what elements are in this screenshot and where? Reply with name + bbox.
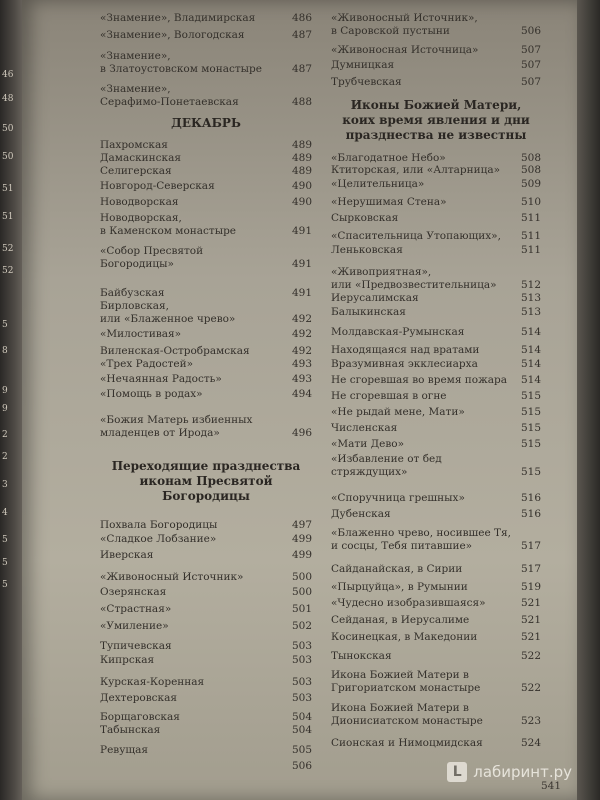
toc-entry-page-number: 521 — [520, 614, 541, 626]
toc-entry-page-number: 504 — [291, 711, 312, 723]
toc-entry-title: Сайданайская, в Сирии — [331, 563, 463, 575]
toc-entry-title: Не сгоревшая в огне — [331, 390, 447, 402]
toc-entry-page-number: 487 — [291, 29, 312, 41]
adjacent-page-number: 2 — [2, 452, 8, 462]
toc-entry — [100, 533, 312, 546]
adjacent-page-number: 5 — [2, 320, 8, 330]
toc-entry — [100, 620, 312, 633]
toc-entry-title: Сырковская — [331, 212, 399, 224]
adjacent-page-number: 48 — [2, 94, 14, 104]
toc-entry-title: «Живоприятная», или «Предвозвестительница» — [331, 266, 497, 291]
toc-entry-page-number: 499 — [291, 549, 312, 561]
toc-entry — [331, 374, 541, 387]
toc-entry-page-number: 489 — [291, 139, 312, 151]
toc-entry-title: Тупичевская — [100, 640, 172, 652]
toc-entry — [100, 388, 312, 401]
toc-entry-title: «Мати Дево» — [331, 438, 404, 450]
toc-entry-title: Иверская — [100, 549, 154, 561]
toc-entry-page-number: 501 — [291, 603, 312, 615]
page-number: 541 — [540, 780, 561, 792]
toc-entry-title: «Знамение», Вологодская — [100, 29, 245, 41]
toc-entry — [331, 438, 541, 451]
toc-entry — [100, 328, 312, 341]
adjacent-page-number: 51 — [2, 212, 14, 222]
toc-entry-page-number: 500 — [291, 586, 312, 598]
toc-entry-title: «Умиление» — [100, 620, 169, 632]
toc-entry-title: Ревущая — [100, 744, 149, 756]
toc-entry — [331, 669, 541, 695]
toc-entry — [331, 164, 541, 177]
watermark-text: лабиринт.ру — [473, 763, 572, 781]
toc-entry-title: Сейданая, в Иерусалиме — [331, 614, 470, 626]
toc-entry-title: «Божия Матерь избиенных младенцев от Ирода» — [100, 414, 253, 439]
toc-entry-title: «Нерушимая Стена» — [331, 196, 447, 208]
toc-entry — [100, 711, 312, 724]
toc-entry-title: «Трех Радостей» — [100, 358, 194, 370]
toc-entry — [331, 453, 541, 479]
toc-entry-page-number: 491 — [291, 258, 312, 270]
adjacent-page-number: 52 — [2, 244, 14, 254]
toc-entry-title: «Живоносная Источница» — [331, 44, 479, 56]
toc-entry — [331, 306, 541, 319]
toc-entry — [100, 152, 312, 165]
toc-entry — [331, 527, 541, 553]
toc-entry — [100, 165, 312, 178]
background-shadow — [577, 0, 600, 800]
toc-entry-page-number: 522 — [520, 682, 541, 694]
toc-entry — [100, 519, 312, 532]
toc-entry — [331, 230, 541, 243]
toc-entry — [331, 406, 541, 419]
toc-entry — [331, 326, 541, 339]
toc-entry-page-number: 509 — [520, 178, 541, 190]
toc-entry-title: «Знамение», Серафимо-Понетаевская — [100, 83, 239, 108]
toc-entry — [331, 390, 541, 403]
adjacent-page-number: 8 — [2, 346, 8, 356]
toc-entry — [331, 614, 541, 627]
toc-entry — [100, 358, 312, 371]
adjacent-page-number: 9 — [2, 386, 8, 396]
toc-entry-page-number: 506 — [520, 25, 541, 37]
adjacent-page-number: 5 — [2, 558, 8, 568]
toc-entry — [100, 724, 312, 737]
toc-entry-title: Численская — [331, 422, 398, 434]
toc-entry-title: Дехтеровская — [100, 692, 177, 704]
toc-entry — [100, 760, 312, 773]
toc-entry — [100, 245, 312, 271]
toc-entry-title: Икона Божией Матери в Дионисиатском монастыре — [331, 702, 483, 727]
toc-entry-page-number: 522 — [520, 650, 541, 662]
toc-entry-page-number: 515 — [520, 422, 541, 434]
toc-entry-title: «Не рыдай мене, Мати» — [331, 406, 465, 418]
toc-entry-title: «Нечаянная Радость» — [100, 373, 222, 385]
toc-entry-page-number: 506 — [291, 760, 312, 772]
toc-entry — [331, 178, 541, 191]
toc-entry-title: Новодворская, в Каменском монастыре — [100, 212, 237, 237]
toc-entry-page-number: 505 — [291, 744, 312, 756]
toc-entry-page-number: 494 — [291, 388, 312, 400]
toc-entry-title: «Целительница» — [331, 178, 425, 190]
toc-entry — [100, 571, 312, 584]
toc-entry-page-number: 503 — [291, 692, 312, 704]
toc-entry-page-number: 503 — [291, 654, 312, 666]
book-page — [22, 0, 577, 800]
toc-entry-title: Бирловская, или «Блаженное чрево» — [100, 300, 236, 325]
adjacent-page-number: 2 — [2, 430, 8, 440]
toc-entry-title: «Пырцуйца», в Румынии — [331, 581, 468, 593]
toc-entry — [100, 414, 312, 440]
toc-entry-page-number: 517 — [520, 563, 541, 575]
toc-entry-page-number: 492 — [291, 313, 312, 325]
toc-entry — [100, 287, 312, 300]
toc-entry-title: Не сгоревшая во время пожара — [331, 374, 508, 386]
toc-entry-page-number: 514 — [520, 326, 541, 338]
toc-entry-title: Борщаговская — [100, 711, 180, 723]
toc-entry-title: Пахромская — [100, 139, 168, 151]
toc-entry-title: «Блаженно чрево, носившее Тя, и сосцы, Тебя питавшие» — [331, 527, 511, 552]
toc-entry-page-number: 516 — [520, 492, 541, 504]
adjacent-page-number: 52 — [2, 266, 14, 276]
toc-entry — [331, 244, 541, 257]
toc-entry — [100, 12, 312, 25]
toc-entry — [100, 212, 312, 238]
toc-entry-page-number: 504 — [291, 724, 312, 736]
toc-entry-page-number: 490 — [291, 180, 312, 192]
toc-entry-page-number: 486 — [291, 12, 312, 24]
toc-entry — [331, 266, 541, 292]
toc-entry-page-number: 515 — [520, 438, 541, 450]
toc-entry-page-number: 497 — [291, 519, 312, 531]
toc-entry-title: «Спасительница Утопающих», — [331, 230, 501, 242]
toc-entry-title: «Споручница грешных» — [331, 492, 465, 504]
toc-entry-title: Виленская-Остробрамская — [100, 345, 250, 357]
toc-entry — [100, 692, 312, 705]
toc-entry-title: «Собор Пресвятой Богородицы» — [100, 245, 204, 270]
toc-entry-page-number: 491 — [291, 287, 312, 299]
toc-entry-title: Балыкинская — [331, 306, 406, 318]
toc-entry-title: «Знамение», в Златоустовском монастыре — [100, 50, 262, 75]
toc-entry-title: Икона Божией Матери в Григориатском монастыре — [331, 669, 481, 694]
toc-entry-title: Леньковская — [331, 244, 403, 256]
toc-entry — [100, 654, 312, 667]
toc-entry — [100, 373, 312, 386]
toc-entry-page-number: 508 — [520, 164, 541, 176]
adjacent-page-edge — [0, 0, 24, 800]
toc-entry-title: Новгород-Северская — [100, 180, 215, 192]
toc-entry-page-number: 493 — [291, 358, 312, 370]
toc-entry — [100, 50, 312, 76]
toc-entry — [331, 508, 541, 521]
toc-entry-page-number: 511 — [520, 244, 541, 256]
toc-entry — [100, 29, 312, 42]
toc-entry-page-number: 503 — [291, 640, 312, 652]
toc-entry — [100, 180, 312, 193]
toc-entry-title: «Живоносный Источник», в Саровской пустыни — [331, 12, 478, 37]
toc-entry-title: «Милостивая» — [100, 328, 182, 340]
adjacent-page-number: 5 — [2, 580, 8, 590]
adjacent-page-number: 46 — [2, 70, 14, 80]
toc-entry-title: Находящаяся над вратами — [331, 344, 480, 356]
toc-entry — [100, 300, 312, 326]
toc-entry-page-number: 515 — [520, 466, 541, 478]
toc-entry — [100, 744, 312, 757]
toc-entry-page-number: 516 — [520, 508, 541, 520]
toc-entry-title: «Страстная» — [100, 603, 172, 615]
toc-entry-page-number: 488 — [291, 96, 312, 108]
watermark — [447, 762, 572, 782]
toc-entry — [100, 549, 312, 562]
toc-entry — [100, 640, 312, 653]
toc-entry-title: Дубенская — [331, 508, 391, 520]
toc-entry-title: Кипрская — [100, 654, 155, 666]
toc-entry-page-number: 489 — [291, 152, 312, 164]
toc-entry-title: «Чудесно изобразившаяся» — [331, 597, 486, 609]
toc-entry — [331, 344, 541, 357]
toc-entry — [331, 737, 541, 750]
toc-entry-title: Думницкая — [331, 59, 395, 71]
toc-entry — [100, 196, 312, 209]
adjacent-page-number: 3 — [2, 480, 8, 490]
toc-entry-page-number: 492 — [291, 345, 312, 357]
adjacent-page-number: 9 — [2, 404, 8, 414]
toc-entry-title: Байбузская — [100, 287, 165, 299]
toc-entry-page-number: 514 — [520, 374, 541, 386]
toc-entry — [331, 358, 541, 371]
adjacent-page-number: 4 — [2, 508, 8, 518]
toc-entry — [331, 581, 541, 594]
toc-entry — [331, 44, 541, 57]
section-heading: Переходящие празднества иконам Пресвятой Богородицы — [111, 459, 301, 503]
toc-entry-page-number: 490 — [291, 196, 312, 208]
toc-entry-page-number: 502 — [291, 620, 312, 632]
toc-entry-page-number: 511 — [520, 230, 541, 242]
toc-entry — [100, 676, 312, 689]
toc-entry-title: Иерусалимская — [331, 292, 419, 304]
toc-entry-page-number: 524 — [520, 737, 541, 749]
toc-entry — [100, 345, 312, 358]
toc-entry-page-number: 519 — [520, 581, 541, 593]
toc-entry-title: «Знамение», Владимирская — [100, 12, 256, 24]
toc-entry-title: Косинецкая, в Македонии — [331, 631, 478, 643]
toc-entry-page-number: 507 — [520, 44, 541, 56]
toc-entry-page-number: 491 — [291, 225, 312, 237]
toc-entry-page-number: 503 — [291, 676, 312, 688]
toc-entry — [331, 597, 541, 610]
toc-entry — [331, 631, 541, 644]
section-heading: Иконы Божией Матери, коих время явления и дни празднества не известны — [342, 98, 530, 142]
toc-entry — [331, 702, 541, 728]
toc-entry-page-number: 517 — [520, 540, 541, 552]
toc-entry-page-number: 510 — [520, 196, 541, 208]
toc-entry-page-number: 521 — [520, 631, 541, 643]
adjacent-page-number: 51 — [2, 184, 14, 194]
toc-entry-title: Молдавская-Румынская — [331, 326, 465, 338]
toc-entry-title: Тынокская — [331, 650, 392, 662]
toc-entry-title: «Живоносный Источник» — [100, 571, 244, 583]
section-heading: ДЕКАБРЬ — [171, 116, 241, 130]
toc-entry — [331, 76, 541, 89]
toc-entry-page-number: 523 — [520, 715, 541, 727]
toc-entry — [331, 212, 541, 225]
toc-entry-page-number: 487 — [291, 63, 312, 75]
toc-entry — [331, 492, 541, 505]
labirint-logo-icon: L — [447, 762, 467, 782]
toc-entry — [100, 603, 312, 616]
toc-entry-title: Озерянская — [100, 586, 167, 598]
toc-entry-title: «Сладкое Лобзание» — [100, 533, 217, 545]
toc-entry-title: «Избавление от бед стряждущих» — [331, 453, 442, 478]
toc-entry-page-number: 489 — [291, 165, 312, 177]
toc-entry — [331, 422, 541, 435]
toc-entry-title: Табынская — [100, 724, 161, 736]
toc-entry — [331, 196, 541, 209]
toc-entry-title: Сионская и Нимоцмидская — [331, 737, 483, 749]
toc-entry — [331, 59, 541, 72]
toc-entry — [100, 83, 312, 109]
toc-entry-title: Трубчевская — [331, 76, 402, 88]
toc-entry-title: Похвала Богородицы — [100, 519, 218, 531]
toc-entry-title: Ктиторская, или «Алтарница» — [331, 164, 501, 176]
toc-entry-page-number: 493 — [291, 373, 312, 385]
adjacent-page-number: 50 — [2, 124, 14, 134]
toc-entry-page-number: 508 — [520, 152, 541, 164]
toc-entry-title: Новодворская — [100, 196, 179, 208]
toc-entry-page-number: 492 — [291, 328, 312, 340]
toc-entry-page-number: 507 — [520, 76, 541, 88]
toc-entry — [331, 563, 541, 576]
toc-entry — [331, 12, 541, 38]
toc-entry-page-number: 513 — [520, 306, 541, 318]
adjacent-page-number: 5 — [2, 535, 8, 545]
toc-entry-page-number: 511 — [520, 212, 541, 224]
toc-entry — [100, 139, 312, 152]
adjacent-page-number: 50 — [2, 152, 14, 162]
toc-entry-page-number: 514 — [520, 358, 541, 370]
toc-entry — [331, 650, 541, 663]
toc-entry — [100, 586, 312, 599]
toc-entry-title: Курская-Коренная — [100, 676, 205, 688]
toc-entry-title: Селигерская — [100, 165, 172, 177]
toc-entry-page-number: 515 — [520, 390, 541, 402]
toc-entry-page-number: 499 — [291, 533, 312, 545]
toc-entry — [331, 292, 541, 305]
toc-entry-page-number: 521 — [520, 597, 541, 609]
toc-entry-page-number: 515 — [520, 406, 541, 418]
toc-entry-title: Дамаскинская — [100, 152, 181, 164]
toc-entry-page-number: 512 — [520, 279, 541, 291]
toc-entry-page-number: 513 — [520, 292, 541, 304]
toc-entry-page-number: 496 — [291, 427, 312, 439]
toc-entry-title: «Благодатное Небо» — [331, 152, 446, 164]
toc-entry-page-number: 500 — [291, 571, 312, 583]
toc-entry-page-number: 514 — [520, 344, 541, 356]
toc-entry-title: Вразумивная экклесиарха — [331, 358, 478, 370]
toc-entry-title: «Помощь в родах» — [100, 388, 203, 400]
toc-entry-page-number: 507 — [520, 59, 541, 71]
